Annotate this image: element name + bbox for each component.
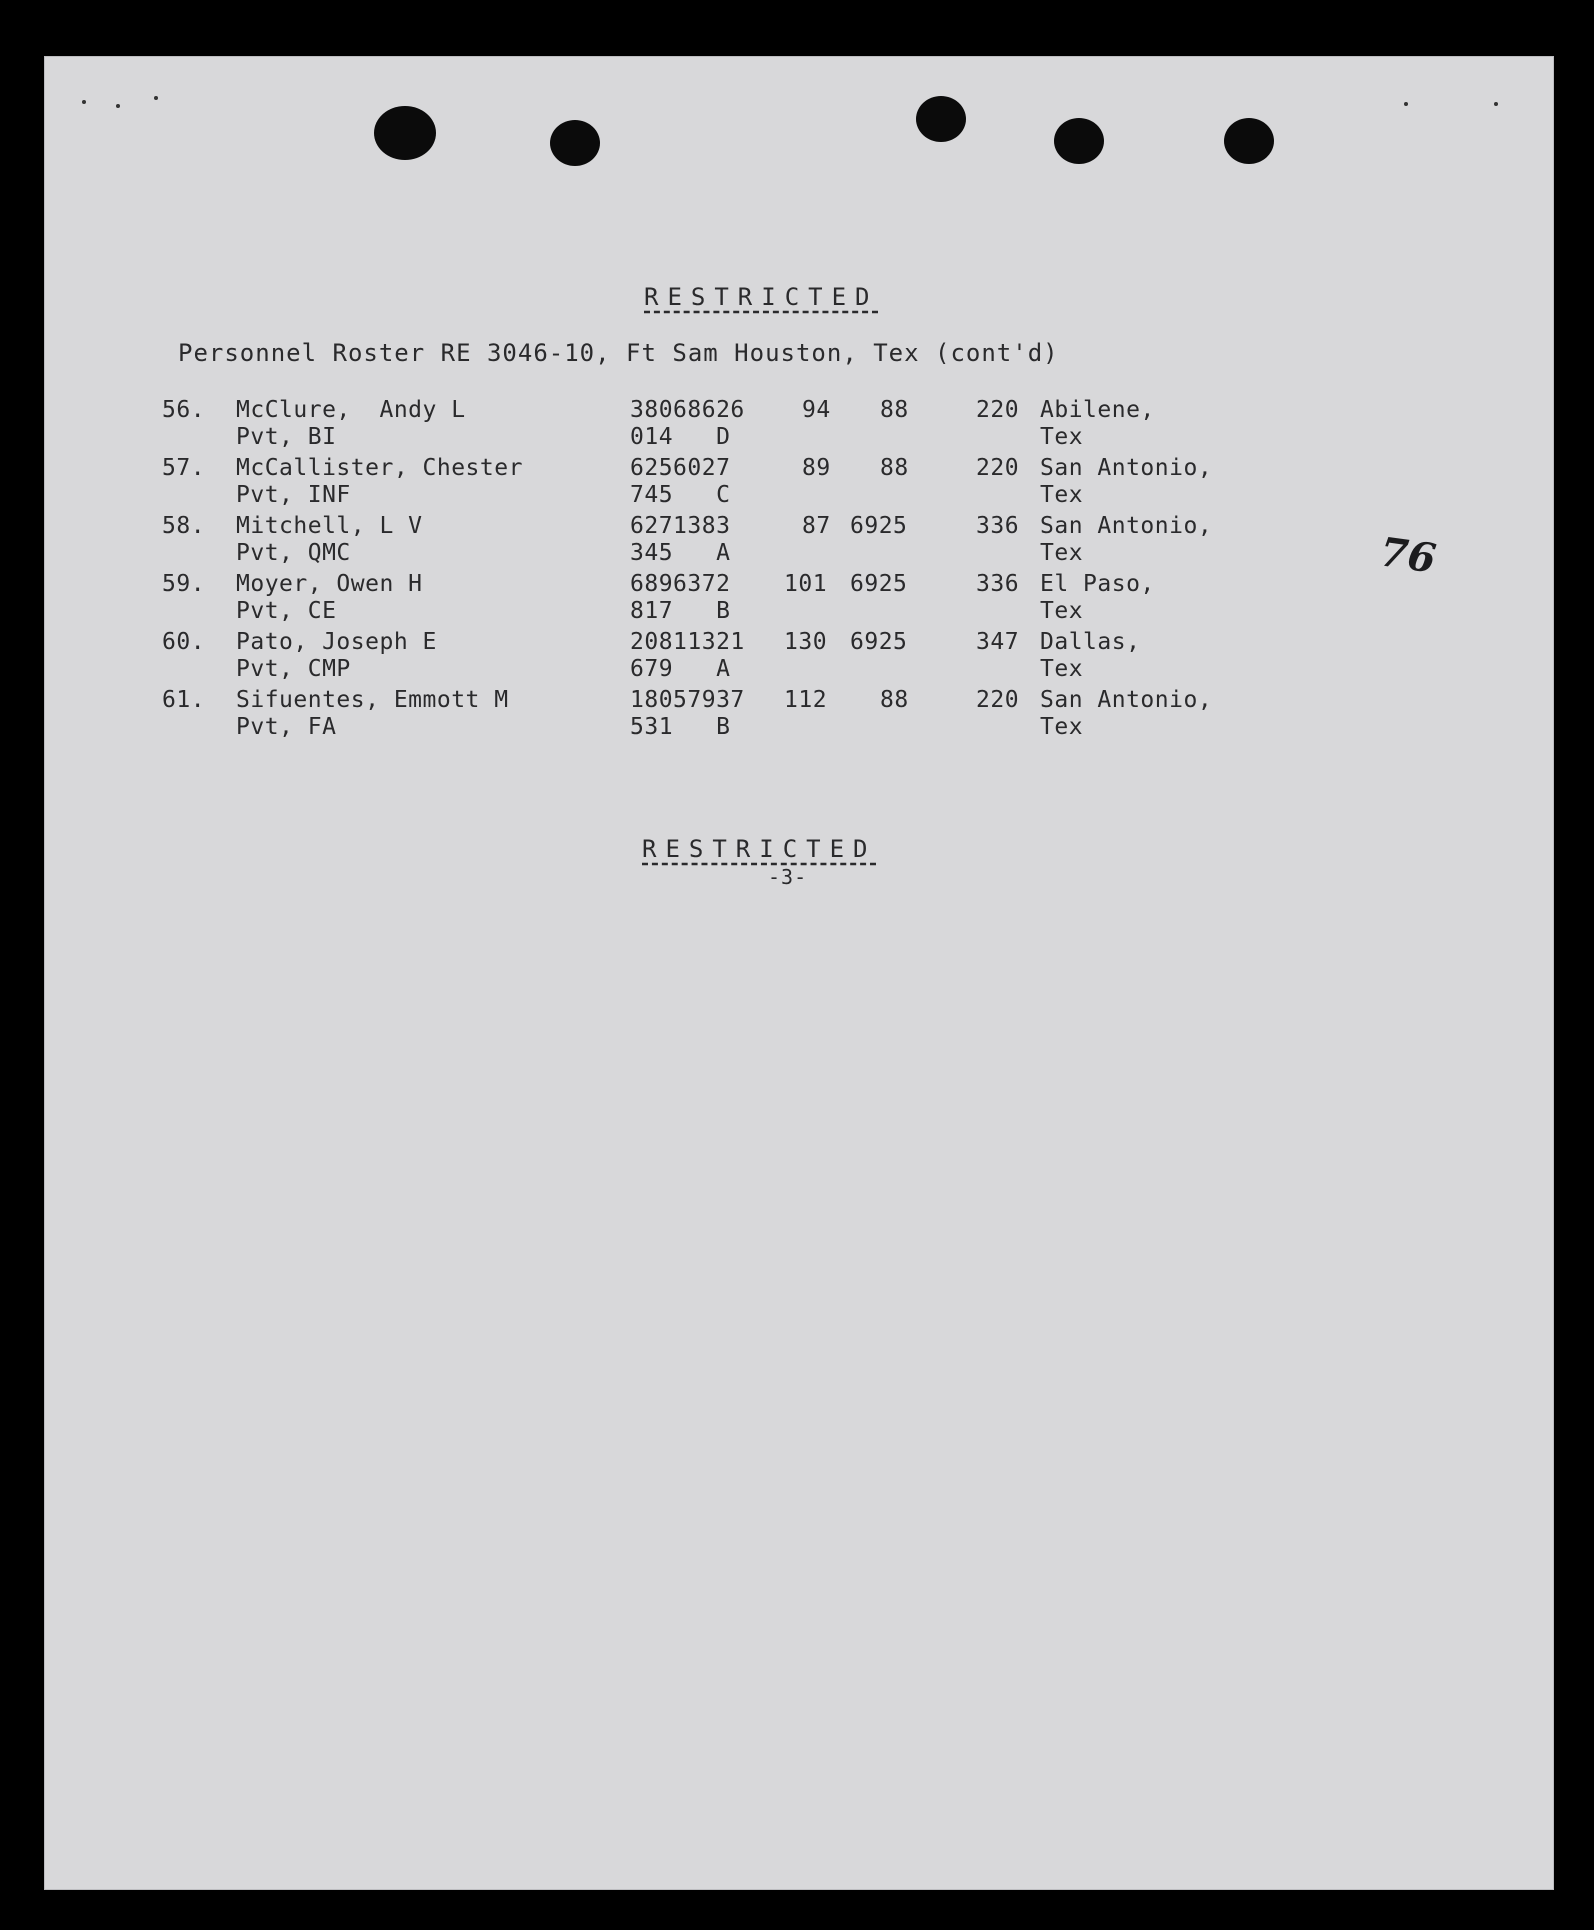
entry-serial: 18057937 (630, 687, 745, 713)
table-row (44, 454, 1554, 512)
entry-serial: 20811321 (630, 629, 745, 655)
entry-rank-branch: Pvt, QMC (236, 540, 351, 566)
entry-rank-branch: Pvt, INF (236, 482, 351, 508)
paper-speck (82, 100, 86, 104)
classification-header: RESTRICTED (644, 283, 879, 311)
entry-col-a: 89 (802, 455, 831, 481)
punch-hole (1054, 118, 1104, 164)
entry-city: San Antonio, (1040, 455, 1213, 481)
entry-state: Tex (1040, 598, 1084, 624)
entry-number: 56. (162, 397, 206, 423)
entry-name: Mitchell, L V (236, 513, 423, 539)
table-row (44, 628, 1554, 686)
punch-hole (374, 106, 436, 160)
paper-speck (1404, 102, 1408, 106)
entry-name: McCallister, Chester (236, 455, 523, 481)
entry-city: San Antonio, (1040, 687, 1213, 713)
entry-col-a: 94 (802, 397, 831, 423)
paper-speck (116, 104, 120, 108)
roster-title: Personnel Roster RE 3046-10, Ft Sam Houston, Tex (cont'd) (178, 339, 1059, 367)
entry-rank-branch: Pvt, CE (236, 598, 337, 624)
table-row (44, 512, 1554, 570)
entry-col-a: 130 (784, 629, 828, 655)
document-page (44, 56, 1554, 1890)
entry-col-a: 101 (784, 571, 828, 597)
punch-hole (1224, 118, 1274, 164)
entry-col-c: 220 (976, 455, 1020, 481)
entry-serial: 6256027 (630, 455, 731, 481)
entry-code-letter: 345 A (630, 540, 731, 566)
entry-city: Abilene, (1040, 397, 1155, 423)
entry-serial: 6896372 (630, 571, 731, 597)
entry-code-letter: 014 D (630, 424, 731, 450)
entry-col-c: 336 (976, 513, 1020, 539)
table-row (44, 396, 1554, 454)
entry-col-a: 112 (784, 687, 828, 713)
entry-code-letter: 745 C (630, 482, 731, 508)
entry-col-b: 88 (880, 397, 909, 423)
entry-city: El Paso, (1040, 571, 1155, 597)
entry-number: 61. (162, 687, 206, 713)
entry-col-b: 6925 (850, 513, 908, 539)
punch-hole (916, 96, 966, 142)
entry-name: Sifuentes, Emmott M (236, 687, 509, 713)
entry-rank-branch: Pvt, CMP (236, 656, 351, 682)
entry-rank-branch: Pvt, BI (236, 424, 337, 450)
entry-city: San Antonio, (1040, 513, 1213, 539)
entry-col-b: 6925 (850, 629, 908, 655)
entry-rank-branch: Pvt, FA (236, 714, 337, 740)
margin-page-note: 76 (1377, 528, 1439, 583)
entry-code-letter: 531 B (630, 714, 731, 740)
entry-col-b: 88 (880, 455, 909, 481)
entry-col-c: 220 (976, 687, 1020, 713)
entry-number: 58. (162, 513, 206, 539)
classification-footer: RESTRICTED (642, 835, 877, 863)
paper-speck (1494, 102, 1498, 106)
entry-col-c: 347 (976, 629, 1020, 655)
entry-city: Dallas, (1040, 629, 1141, 655)
entry-state: Tex (1040, 540, 1084, 566)
entry-serial: 6271383 (630, 513, 731, 539)
entry-name: Pato, Joseph E (236, 629, 437, 655)
entry-col-c: 336 (976, 571, 1020, 597)
table-row (44, 570, 1554, 628)
entry-col-b: 6925 (850, 571, 908, 597)
entry-state: Tex (1040, 424, 1084, 450)
entry-col-a: 87 (802, 513, 831, 539)
page-number: -3- (768, 865, 808, 889)
entry-name: McClure, Andy L (236, 397, 466, 423)
entry-number: 60. (162, 629, 206, 655)
entry-name: Moyer, Owen H (236, 571, 423, 597)
table-row (44, 686, 1554, 744)
entry-col-b: 88 (880, 687, 909, 713)
entry-serial: 38068626 (630, 397, 745, 423)
entry-number: 57. (162, 455, 206, 481)
entry-state: Tex (1040, 656, 1084, 682)
entry-code-letter: 817 B (630, 598, 731, 624)
entry-number: 59. (162, 571, 206, 597)
entry-state: Tex (1040, 714, 1084, 740)
paper-speck (154, 96, 158, 100)
entry-col-c: 220 (976, 397, 1020, 423)
entry-code-letter: 679 A (630, 656, 731, 682)
punch-hole (550, 120, 600, 166)
entry-state: Tex (1040, 482, 1084, 508)
roster-table (44, 396, 1554, 756)
